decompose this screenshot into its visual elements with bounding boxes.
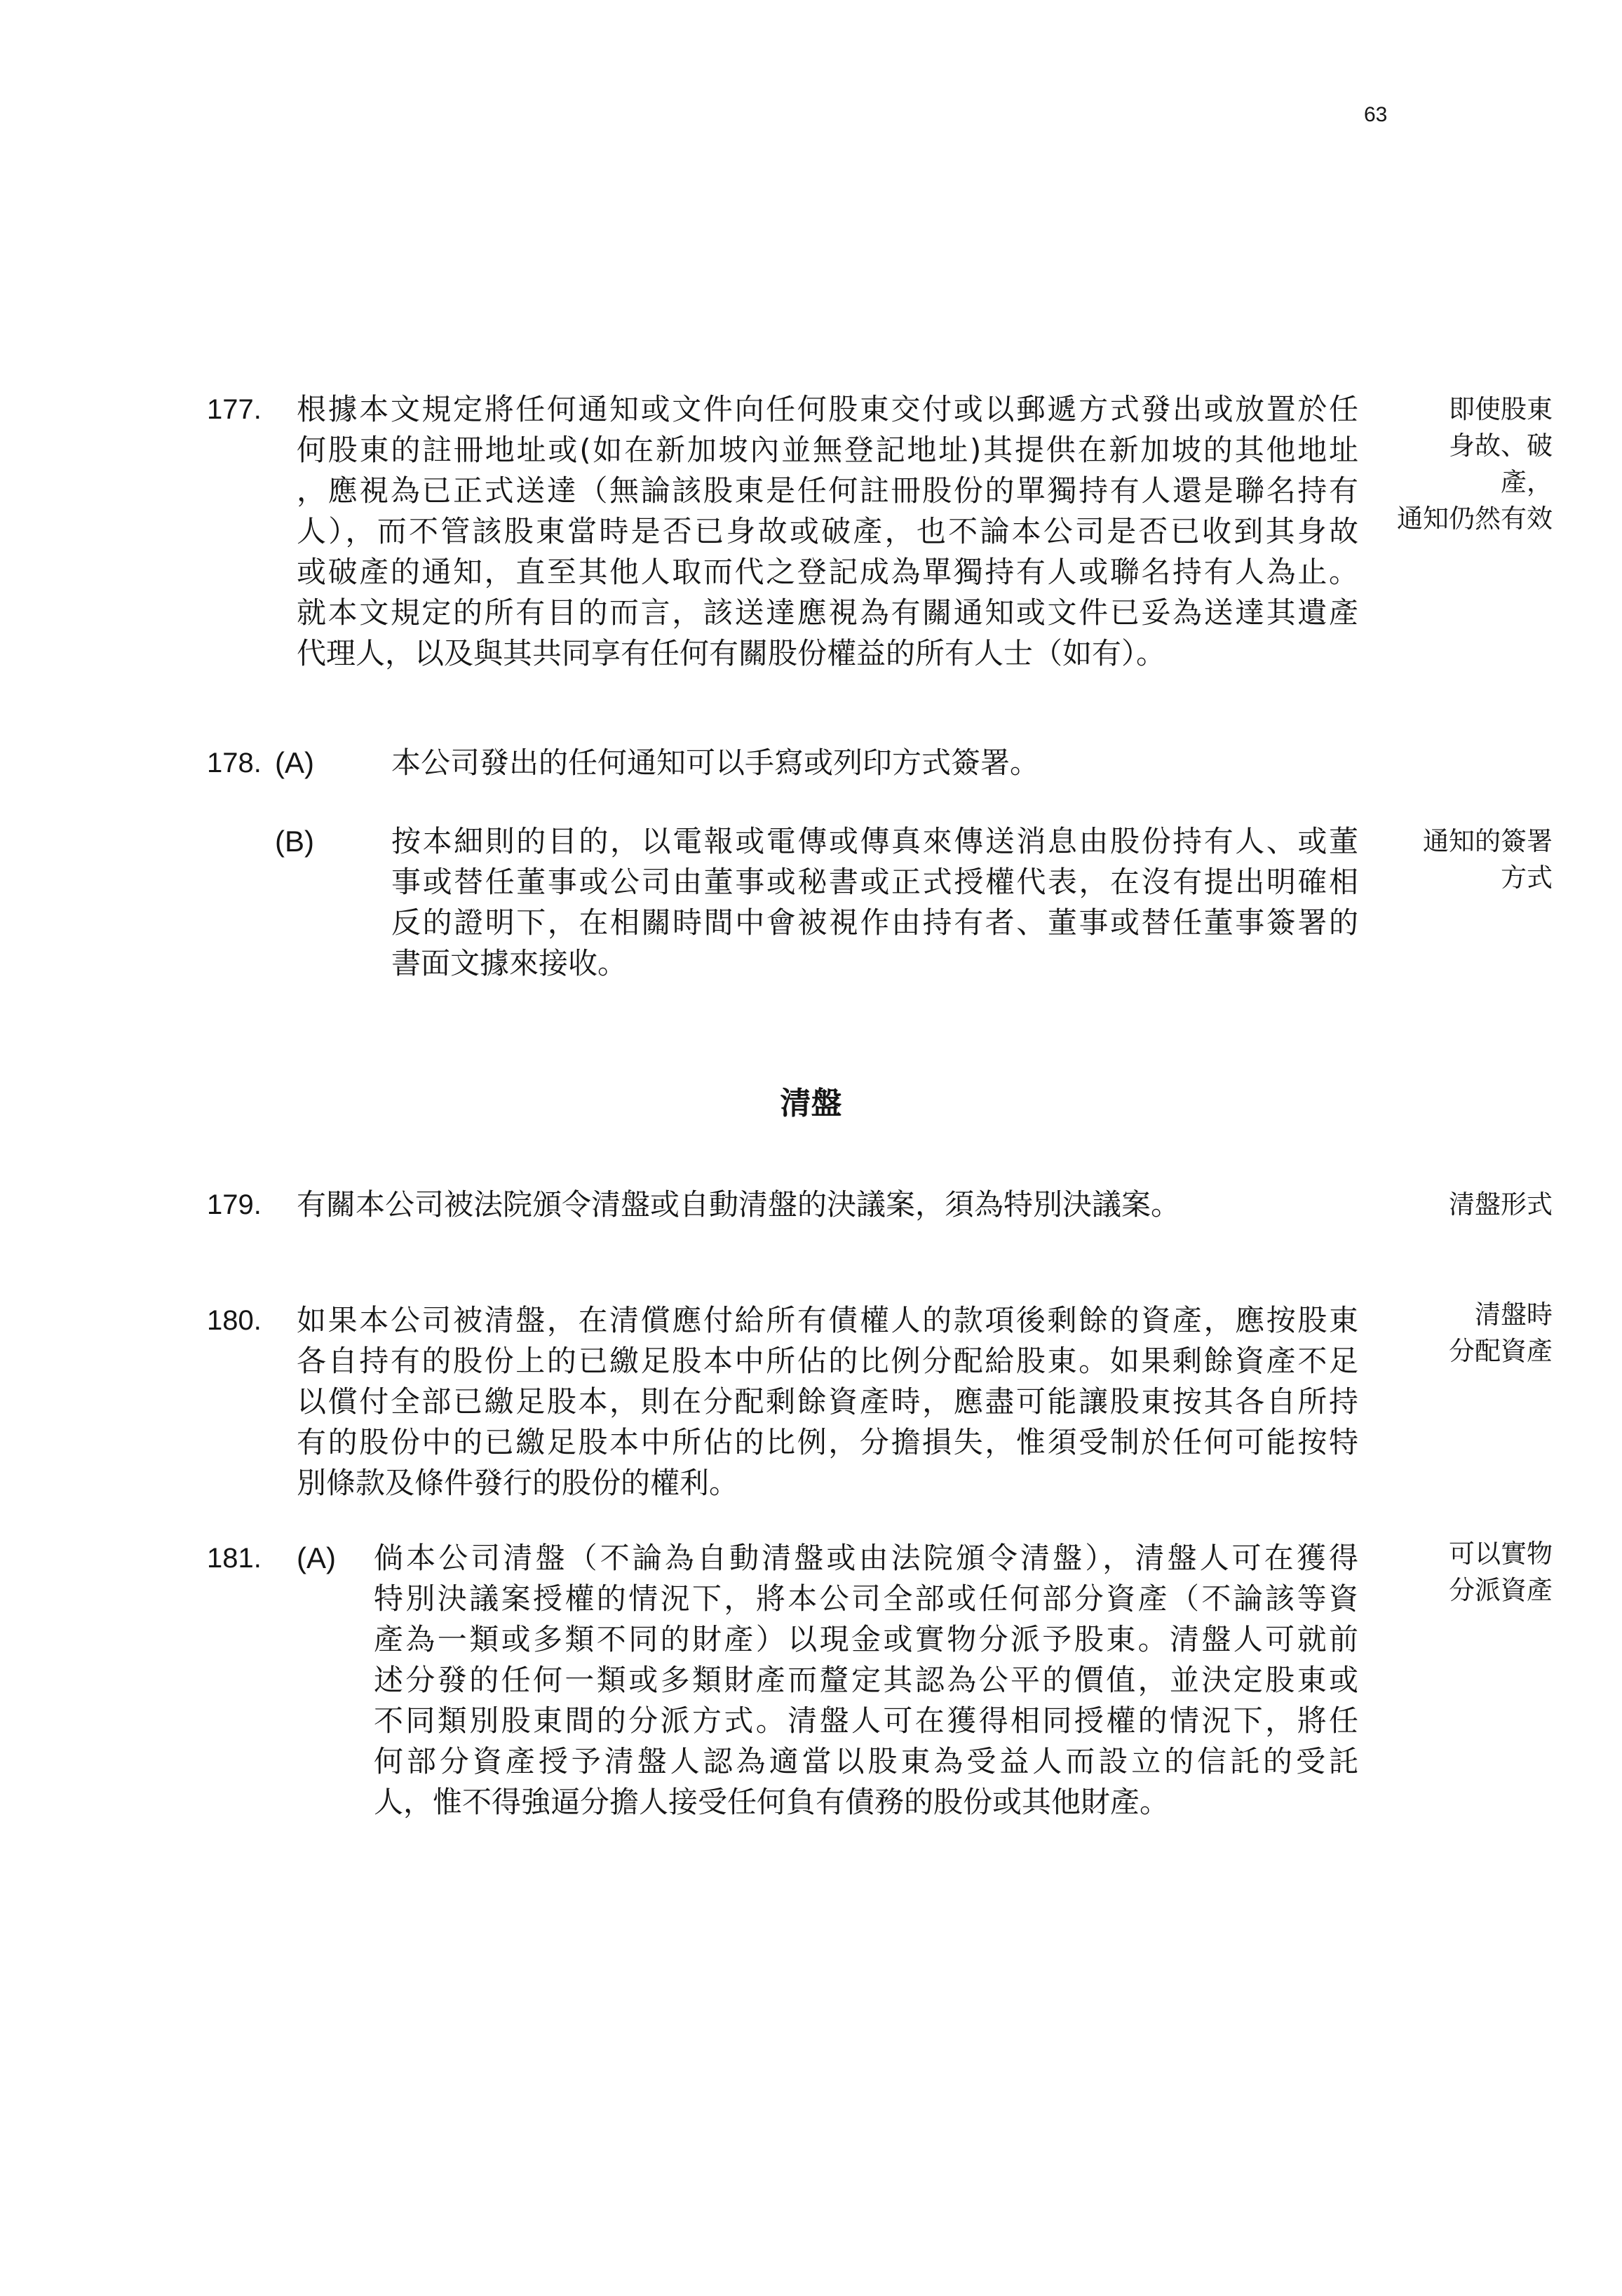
- text-line: 本公司發出的任何通知可以手寫或列印方式簽署。: [391, 745, 1040, 780]
- sub-label-178-a: (A): [275, 746, 314, 779]
- clause-178-a-text: [391, 743, 1358, 783]
- sub-label-178-b: (B): [275, 825, 314, 858]
- margin-note-line: 可以實物: [1449, 1539, 1553, 1569]
- text-line: 各自持有的股份上的已繳足股本中所佔的比例分配給股東。如果剩餘資產不足: [297, 1344, 1358, 1378]
- text-line: 人，惟不得強逼分擔人接受任何負有債務的股份或其他財產。: [374, 1785, 1170, 1819]
- margin-note-177: [1381, 391, 1553, 537]
- text-line: 有關本公司被法院頒令清盤或自動清盤的決議案，須為特別決議案。: [297, 1187, 1181, 1222]
- text-line: 何部分資產授予清盤人認為適當以股東為受益人而設立的信託的受託: [374, 1744, 1358, 1778]
- text-line: 代理人，以及與其共同享有任何有關股份權益的所有人士（如有）。: [297, 636, 1166, 670]
- text-line: 倘本公司清盤（不論為自動清盤或由法院頒令清盤），清盤人可在獲得: [374, 1541, 1358, 1575]
- clause-180-text: [297, 1300, 1358, 1504]
- margin-note-line: 通知仍然有效: [1397, 504, 1553, 534]
- margin-note-line: 清盤形式: [1449, 1189, 1553, 1220]
- clause-181-a-text: [374, 1538, 1358, 1823]
- section-heading: 清盤: [780, 1086, 842, 1121]
- margin-note-line: 產，: [1501, 467, 1553, 497]
- text-line: ，應視為已正式送達（無論該股東是任何註冊股份的單獨持有人還是聯名持有: [297, 473, 1358, 508]
- margin-note-line: 通知的簽署: [1423, 826, 1553, 856]
- margin-note-line: 方式: [1501, 863, 1553, 893]
- margin-note-line: 清盤時: [1475, 1299, 1553, 1330]
- clause-number-181: 181.: [207, 1543, 262, 1574]
- margin-note-179: [1381, 1187, 1553, 1223]
- text-line: 有的股份中的已繳足股本中所佔的比例，分擔損失，惟須受制於任何可能按特: [297, 1425, 1358, 1459]
- text-line: 就本文規定的所有目的而言，該送達應視為有關通知或文件已妥為送達其遺產: [297, 595, 1358, 630]
- clause-number-179: 179.: [207, 1189, 262, 1220]
- text-line: 何股東的註冊地址或(如在新加坡內並無登記地址)其提供在新加坡的其他地址: [297, 433, 1358, 467]
- margin-note-178-b: [1381, 823, 1553, 896]
- clause-177-text: [297, 389, 1358, 674]
- text-line: 如果本公司被清盤，在清償應付給所有債權人的款項後剩餘的資產，應按股東: [297, 1303, 1358, 1337]
- clause-number-177: 177.: [207, 394, 262, 425]
- page-number: 63: [1364, 103, 1388, 126]
- clause-178-b-text: [391, 821, 1358, 984]
- margin-note-line: 分配資產: [1449, 1336, 1553, 1366]
- clause-number-178: 178.: [207, 748, 262, 778]
- clause-number-180: 180.: [207, 1305, 262, 1336]
- margin-note-180: [1381, 1297, 1553, 1370]
- margin-note-181-a: [1381, 1536, 1553, 1609]
- text-line: 述分發的任何一類或多類財產而釐定其認為公平的價值，並決定股東或: [374, 1663, 1358, 1697]
- text-line: 反的證明下，在相關時間中會被視作由持有者、董事或替任董事簽署的: [391, 905, 1358, 940]
- clause-179-text: [297, 1184, 1358, 1225]
- text-line: 以償付全部已繳足股本，則在分配剩餘資產時，應盡可能讓股東按其各自所持: [297, 1384, 1358, 1419]
- text-line: 書面文據來接收。: [391, 946, 628, 980]
- text-line: 人），而不管該股東當時是否已身故或破產，也不論本公司是否已收到其身故: [297, 514, 1358, 548]
- text-line: 事或替任董事或公司由董事或秘書或正式授權代表，在沒有提出明確相: [391, 865, 1358, 899]
- text-line: 按本細則的目的，以電報或電傳或傳真來傳送消息由股份持有人、或董: [391, 824, 1358, 858]
- text-line: 別條款及條件發行的股份的權利。: [297, 1466, 739, 1500]
- margin-note-line: 即使股東: [1449, 394, 1553, 424]
- text-line: 特別決議案授權的情況下，將本公司全部或任何部分資產（不論該等資: [374, 1581, 1358, 1616]
- text-line: 產為一類或多類不同的財產）以現金或實物分派予股東。清盤人可就前: [374, 1622, 1358, 1656]
- text-line: 或破產的通知，直至其他人取而代之登記成為單獨持有人或聯名持有人為止。: [297, 555, 1358, 589]
- sub-label-181-a: (A): [297, 1541, 336, 1574]
- margin-note-line: 分派資產: [1449, 1575, 1553, 1605]
- text-line: 根據本文規定將任何通知或文件向任何股東交付或以郵遞方式發出或放置於任: [297, 392, 1358, 426]
- text-line: 不同類別股東間的分派方式。清盤人可在獲得相同授權的情況下，將任: [374, 1703, 1358, 1738]
- margin-note-line: 身故、破: [1449, 431, 1553, 461]
